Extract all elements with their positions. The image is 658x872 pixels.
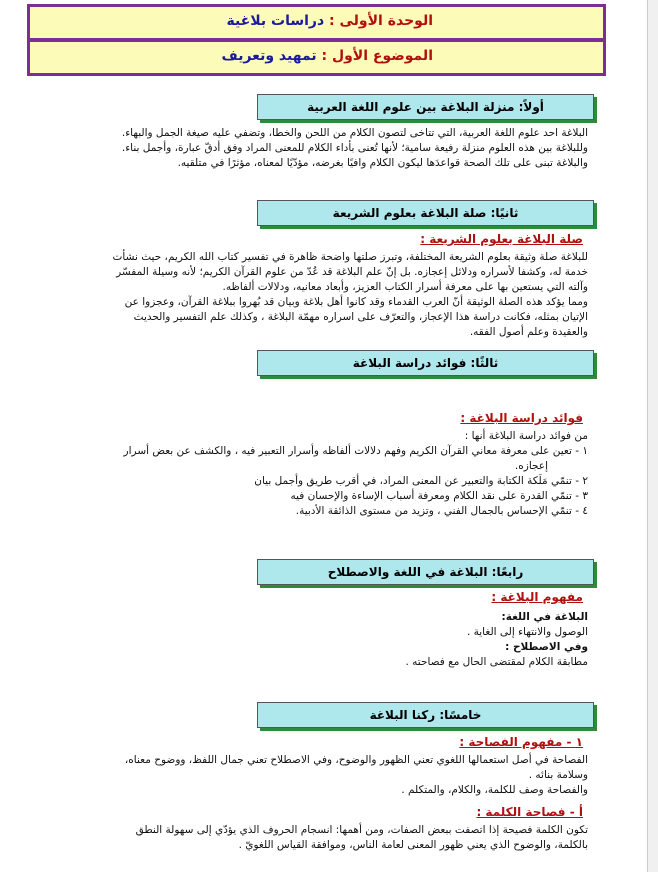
topic-title: تمهيد وتعريف [221, 48, 317, 64]
paragraph-line: مطابقة الكلام لمقتضى الحال مع فصاحته . [405, 656, 588, 668]
unit-label: الوحدة الأولى : [329, 13, 433, 29]
section-3-title: ثالثًا: فوائد دراسة البلاغة [257, 350, 594, 376]
topic-header [27, 39, 606, 76]
section-5-title: خامسًا: ركنا البلاغة [257, 702, 594, 728]
section-1-body [122, 126, 588, 171]
section-1-title: أولاً: منزلة البلاغة بين علوم اللغة العربية [257, 94, 594, 120]
topic-label: الموضوع الأول : [321, 48, 433, 64]
section-5-body-2 [136, 823, 588, 853]
paragraph-line: من فوائد دراسة البلاغة أنها : [464, 430, 588, 442]
list-item: ٢ - تنمّي مَلَكة الكتابة والتعبير عن المعنى المراد، في أقرب طريق وأجمل بيان [254, 475, 588, 487]
paragraph-line: ومما يؤكد هذه الصلة الوثيقة أنّ العرب القدماء وقد كانوا أهل بلاغة وبيان قد بُهروا ببلاغة القرآن، وعجزوا عن [124, 296, 588, 308]
section-5-body [125, 753, 588, 798]
paragraph-line: البلاغة في اللغة: [501, 611, 588, 623]
vertical-scrollbar[interactable] [647, 0, 658, 872]
section-5-subtitle: ١ - مفهوم الفصاحة : [459, 735, 583, 749]
paragraph-line: وآلته التي يستعين بها على معرفة أسرار الكتاب العزيز، وأبعاد معانيه، ودلالات ألفاظه. [222, 281, 588, 293]
paragraph-line: البلاغة احد علوم اللغة العربية، التي تتاخى لتصون الكلام من اللحن والخطا، وتضفي عليه صيغة الجمل والبهاء. [121, 127, 588, 139]
unit-header [27, 4, 606, 41]
paragraph-line: وللبلاغة بين هذه العلوم منزلة رفيعة سامية؛ لأنها تُعنى بأداء الكلام للمعنى المراد وفق أدقّ عبارة، وأجمل بناء. [121, 142, 588, 154]
section-2-subtitle: صلة البلاغة بعلوم الشريعة : [420, 232, 583, 246]
paragraph-line: للبلاغة صلة وثيقة بعلوم الشريعة المختلفة، وتبرز صلتها واضحة ظاهرة في تفسير كتاب الله الكريم، حيث نشأت [112, 251, 588, 263]
paragraph-line: الفصاحة في أصل استعمالها اللغوي تعني الظهور والوضوح، وفي الاصطلاح تعني جمال اللفظ، ووضوح معناه، [124, 754, 588, 766]
section-3-subtitle: فوائد دراسة البلاغة : [460, 411, 583, 425]
list-item: ٣ - تنمّي القدرة على نقد الكلام ومعرفة أسباب الإساءة والإحسان فيه [290, 490, 588, 502]
list-item-continuation: إعجازه. [514, 460, 548, 472]
paragraph-line: تكون الكلمة فصيحة إذا اتصفت ببعض الصفات، ومن أهمها: انسجام الحروف الذي يؤدّي إلى سهولة النطق [135, 824, 588, 836]
paragraph-line: وفي الاصطلاح : [505, 641, 588, 653]
section-4-title: رابعًا: البلاغة في اللغة والاصطلاح [257, 559, 594, 585]
section-4-subtitle: مفهوم البلاغة : [491, 590, 583, 604]
paragraph-line: خدمة له، وكشفا لأسراره ودلائل إعجازه. بل إنّ علم البلاغة قد عُدّ من علوم القرآن الكريم؛ لأنه وسيلة المفسّر [116, 266, 588, 278]
section-2-body [113, 250, 588, 340]
paragraph-line: الإتيان بمثله، فكانت دراسة هذا الإعجاز، والتعرّف على اسراره مهمّة البلاغة ، وكذلك علم التفسير والحديث [133, 311, 588, 323]
section-4-body [406, 610, 589, 670]
paragraph-line: والعقيدة وعلم أصول الفقه. [469, 326, 588, 338]
section-3-body [124, 429, 588, 519]
paragraph-line: والبلاغة تبنى على تلك الصحة قواعدَها ليكون الكلام وافيًا بغرضه، مؤدّيًا لمعناه، مؤثرًا في متلقيه. [177, 157, 588, 169]
unit-title: دراسات بلاغية [226, 13, 325, 29]
list-item: ١ - تعين على معرفة معاني القرآن الكريم وفهم دلالات ألفاظه وأسرار التعبير فيه ، والكشف عن بعض أسرار [123, 445, 588, 457]
list-item: ٤ - تنمّي الإحساس بالجمال الفني ، وتزيد من مستوى الذائقة الأدبية. [295, 505, 588, 517]
section-5-subtitle-2: أ - فصاحة الكلمة : [476, 805, 583, 819]
paragraph-line: والفصاحة وصف للكلمة، والكلام، والمتكلم . [401, 784, 588, 796]
paragraph-line: الوصول والانتهاء إلى الغاية . [466, 626, 588, 638]
topic-heading [222, 48, 433, 64]
paragraph-line: وسلامة بنائه . [528, 769, 588, 781]
unit-heading [226, 13, 433, 29]
section-2-title: ثانيًا: صلة البلاغة بعلوم الشريعة [257, 200, 594, 226]
paragraph-line: بالكلمة، والوضوح الذي يعني ظهور المعنى لعامة الناس، وموافقة القياس اللغويّ . [238, 839, 588, 851]
